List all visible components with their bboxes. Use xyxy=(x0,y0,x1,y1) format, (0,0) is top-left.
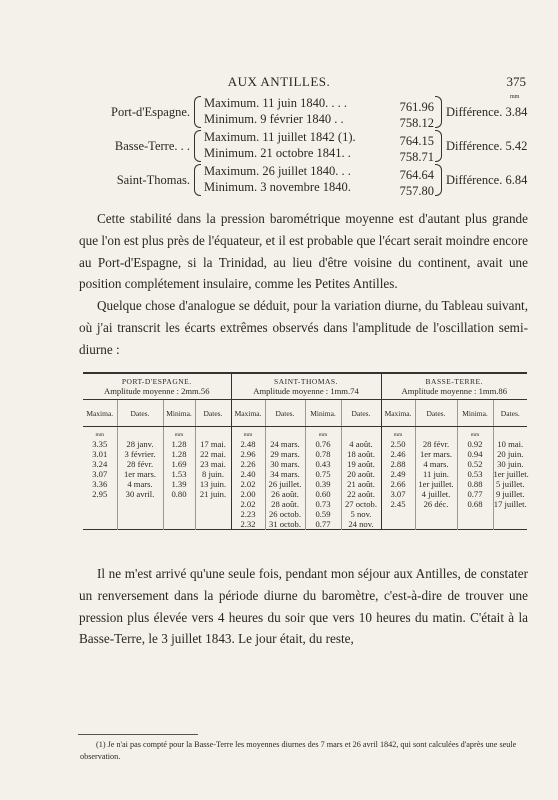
table-cell: 0.53 xyxy=(467,469,483,479)
table-cell: 11 juin. xyxy=(423,469,449,479)
footnote-text: (1) Je n'ai pas compté pour la Basse-Terre les moyennes diurnes des 7 mars et 26 avril 1842, qui sont calculées d'après une seule observation. xyxy=(80,740,517,761)
table-cell: 22 mai. xyxy=(200,449,226,459)
amplitude-header: Amplitude moyenne : 1mm.86 xyxy=(381,386,527,400)
table-cell: 0.92 xyxy=(467,439,483,449)
table-cell: 3.07 xyxy=(390,489,406,499)
column-header: Dates. xyxy=(117,400,163,427)
page-number: 375 xyxy=(506,74,526,89)
table-cell: 1.28 xyxy=(171,439,187,449)
extreme-line xyxy=(204,112,434,128)
table-cell: 28 janv. xyxy=(126,439,154,449)
table-cell: 2.88 xyxy=(390,459,406,469)
table-cell: 2.46 xyxy=(390,449,406,459)
column-header: Maxima. xyxy=(381,400,415,427)
spacer xyxy=(342,431,381,439)
maxima-column xyxy=(83,427,117,530)
extreme-group xyxy=(80,130,530,164)
table-cell: 26 octob. xyxy=(269,509,301,519)
extreme-line xyxy=(204,180,434,196)
table-cell: 13 juin. xyxy=(199,479,227,489)
table-cell: 26 juillet. xyxy=(268,479,302,489)
table-cell: 0.68 xyxy=(467,499,483,509)
extreme-group xyxy=(80,164,530,198)
table-cell: 1er mars. xyxy=(124,469,156,479)
table-cell: 30 juin. xyxy=(497,459,524,469)
right-brace xyxy=(435,96,442,128)
table-cell: 5 juillet. xyxy=(495,479,525,489)
table-cell: 27 octob. xyxy=(345,499,377,509)
table-cell: 31 octob. xyxy=(269,519,301,529)
maxima-column xyxy=(231,427,265,530)
table-cell: 2.45 xyxy=(390,499,406,509)
table-cell: 2.02 xyxy=(240,499,256,509)
difference: Différence. 6.84 xyxy=(446,173,528,187)
paragraph-reversal xyxy=(79,563,528,650)
table-cell: 22 août. xyxy=(347,489,375,499)
table-cell: 26 déc. xyxy=(423,499,449,509)
table-cell: 3.36 xyxy=(92,479,108,489)
column-header: Dates. xyxy=(493,400,527,427)
amplitude-header: Amplitude moyenne : 1mm.74 xyxy=(231,386,381,400)
table-cell: 0.76 xyxy=(315,439,331,449)
column-header: Minima. xyxy=(457,400,493,427)
column-header: Minima. xyxy=(163,400,195,427)
table-cell: 23 mai. xyxy=(200,459,226,469)
extreme-value: 757.80 xyxy=(399,184,434,198)
extreme-label: Minimum. 9 février 1840 . . xyxy=(204,112,344,126)
table-cell: 24 nov. xyxy=(348,519,374,529)
right-brace xyxy=(435,164,442,196)
running-title: AUX ANTILLES. xyxy=(227,74,331,89)
min-dates-column xyxy=(195,427,231,530)
extreme-value: 764.15 xyxy=(399,134,434,148)
footnote xyxy=(80,739,528,763)
column-header: Maxima. xyxy=(83,400,117,427)
right-brace xyxy=(435,130,442,162)
extreme-line xyxy=(204,96,434,112)
table-cell: 2.95 xyxy=(92,489,108,499)
unit-mark: mm xyxy=(243,432,253,438)
table-cell: 3.24 xyxy=(92,459,108,469)
spacer xyxy=(118,431,163,439)
column-header: Dates. xyxy=(265,400,305,427)
table-cell: 0.77 xyxy=(467,489,483,499)
unit-mark: mm xyxy=(393,432,403,438)
paragraph-1: Cette stabilité dans la pression barométrique moyenne est d'autant plus grande que l'on est plus près de l'équateur, et il est probable que l'écart serait moindre encore au Port-d'Espagne, si la Trinidad, au lieu d'être voisine du continent, avait une position complétement insulaire, comme les Petites Antilles. xyxy=(79,211,528,292)
table-cell: 2.50 xyxy=(390,439,406,449)
left-brace xyxy=(194,130,201,162)
table-cell: 3.01 xyxy=(92,449,108,459)
max-dates-column xyxy=(265,427,305,530)
column-header: Maxima. xyxy=(231,400,265,427)
extreme-value: 758.71 xyxy=(399,150,434,164)
extreme-line xyxy=(204,146,434,162)
station-name: Port-d'Espagne. xyxy=(111,105,190,119)
table-cell: 2.32 xyxy=(240,519,256,529)
spacer xyxy=(494,431,528,439)
table-cell: 3 février. xyxy=(124,449,156,459)
table-cell: 20 août. xyxy=(347,469,375,479)
extreme-value: 761.96 xyxy=(399,100,434,114)
extreme-value: 758.12 xyxy=(399,116,434,130)
table-cell: 3.07 xyxy=(92,469,108,479)
paragraph-3: Il ne m'est arrivé qu'une seule fois, pendant mon séjour aux Antilles, de constater un renversement dans la période diurne du baromètre, c'est-à-dire de trouver une pression plus élevée vers 4 heures du soir que vers 10 heures du matin. C'était à la Basse-Terre, le 3 juillet 1843. Le jour était, du reste, xyxy=(79,566,528,647)
table-cell: 2.23 xyxy=(240,509,256,519)
table-cell: 2.00 xyxy=(240,489,256,499)
table-cell: 17 juillet. xyxy=(493,499,527,509)
table-cell: 3.35 xyxy=(92,439,108,449)
table-cell: 26 août. xyxy=(271,489,299,499)
table-cell: 4 juillet. xyxy=(421,489,451,499)
table-cell: 24 mars. xyxy=(270,439,300,449)
table-cell: 2.48 xyxy=(240,439,256,449)
max-dates-column xyxy=(117,427,163,530)
unit-mark: mm xyxy=(174,432,184,438)
station-header: PORT-D'ESPAGNE. xyxy=(121,377,192,386)
minima-column xyxy=(163,427,195,530)
table-cell: 17 mai. xyxy=(200,439,226,449)
station-header: SAINT-THOMAS. xyxy=(231,373,381,386)
min-dates-column xyxy=(341,427,381,530)
footnote-rule xyxy=(78,734,198,735)
table-cell: 1.28 xyxy=(171,449,187,459)
table-cell: 1.53 xyxy=(171,469,187,479)
station-name: Basse-Terre. . . xyxy=(114,139,190,153)
table-cell: 0.43 xyxy=(315,459,331,469)
paragraph-stability xyxy=(79,208,528,361)
unit-mark: mm xyxy=(510,94,520,100)
table-cell: 2.66 xyxy=(390,479,406,489)
table-cell: 21 août. xyxy=(347,479,375,489)
table-cell: 4 mars. xyxy=(423,459,449,469)
column-header: Minima. xyxy=(305,400,341,427)
spacer xyxy=(196,431,231,439)
left-brace xyxy=(194,96,201,128)
pressure-extremes xyxy=(80,96,530,198)
table-cell: 0.59 xyxy=(315,509,331,519)
minima-column xyxy=(457,427,493,530)
spacer xyxy=(416,431,457,439)
extreme-label: Maximum. 11 juin 1840. . . . xyxy=(204,96,347,110)
table-cell: 0.52 xyxy=(467,459,483,469)
paragraph-2: Quelque chose d'analogue se déduit, pour la variation diurne, du Tableau suivant, où j'ai transcrit les écarts extrêmes observés dans l'amplitude de l'oscillation semi-diurne : xyxy=(79,298,528,357)
table-cell: 30 avril. xyxy=(125,489,155,499)
table-cell: 29 mars. xyxy=(270,449,300,459)
table-cell: 8 juin. xyxy=(202,469,224,479)
extreme-line xyxy=(204,130,434,146)
table-cell: 9 juillet. xyxy=(495,489,525,499)
table-cell: 0.39 xyxy=(315,479,331,489)
table-cell: 21 juin. xyxy=(199,489,227,499)
extreme-line xyxy=(204,164,434,180)
table-cell: 0.77 xyxy=(315,519,331,529)
left-brace xyxy=(194,164,201,196)
table-cell: 2.26 xyxy=(240,459,256,469)
table-cell: 20 juin. xyxy=(497,449,524,459)
max-dates-column xyxy=(415,427,457,530)
table-cell: 34 mars. xyxy=(270,469,300,479)
table-cell: 0.78 xyxy=(315,449,331,459)
table-cell: 18 août. xyxy=(347,449,375,459)
table-cell: 2.49 xyxy=(390,469,406,479)
spacer xyxy=(266,431,305,439)
table-cell: 2.02 xyxy=(240,479,256,489)
extreme-group xyxy=(80,96,530,130)
station-header: BASSE-TERRE. xyxy=(381,373,527,386)
unit-mark: mm xyxy=(95,432,105,438)
unit-mark: mm xyxy=(470,432,480,438)
table-cell: 10 mai. xyxy=(497,439,524,449)
table-cell: 0.60 xyxy=(315,489,331,499)
maxima-column xyxy=(381,427,415,530)
table-cell: 28 févr. xyxy=(422,439,450,449)
table-cell: 1.69 xyxy=(171,459,187,469)
station-name: Saint-Thomas. xyxy=(116,173,190,187)
extreme-value: 764.64 xyxy=(399,168,434,182)
extreme-label: Maximum. 26 juillet 1840. . . xyxy=(204,164,351,178)
unit-mark: mm xyxy=(318,432,328,438)
table-cell: 4 mars. xyxy=(127,479,153,489)
oscillation-table xyxy=(83,372,527,530)
table-cell: 0.73 xyxy=(315,499,331,509)
extreme-label: Minimum. 3 novembre 1840. xyxy=(204,180,351,194)
table-cell: 5 nov. xyxy=(350,509,372,519)
table-cell: 1er juillet. xyxy=(418,479,454,489)
min-dates-column xyxy=(493,427,527,530)
amplitude-header: Amplitude moyenne : 2mm.56 xyxy=(103,386,210,396)
table-cell: 0.94 xyxy=(467,449,483,459)
table-cell: 4 août. xyxy=(349,439,373,449)
table-cell: 2.96 xyxy=(240,449,256,459)
table-cell: 1er juillet. xyxy=(493,469,529,479)
column-header: Dates. xyxy=(341,400,381,427)
table-cell: 28 août. xyxy=(271,499,299,509)
table-cell: 2.40 xyxy=(240,469,256,479)
column-header: Dates. xyxy=(415,400,457,427)
table-cell: 0.80 xyxy=(171,489,187,499)
minima-column xyxy=(305,427,341,530)
table-cell: 19 août. xyxy=(347,459,375,469)
table-cell: 1er mars. xyxy=(420,449,452,459)
table-cell: 28 févr. xyxy=(126,459,154,469)
table-cell: 30 mars. xyxy=(270,459,300,469)
table-cell: 0.75 xyxy=(315,469,331,479)
extreme-label: Maximum. 11 juillet 1842 (1). xyxy=(204,130,356,144)
table-cell: 1.39 xyxy=(171,479,187,489)
column-header: Dates. xyxy=(195,400,231,427)
difference: Différence. 5.42 xyxy=(446,139,528,153)
extreme-label: Minimum. 21 octobre 1841. . xyxy=(204,146,351,160)
difference: Différence. 3.84 xyxy=(446,105,528,119)
table-cell: 0.88 xyxy=(467,479,483,489)
